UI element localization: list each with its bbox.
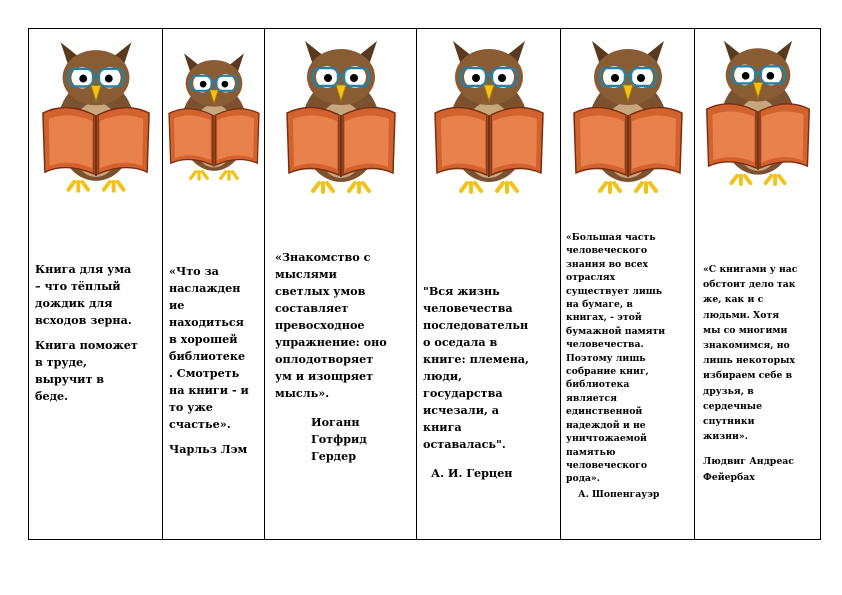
bookmark-text — [169, 263, 263, 458]
quote-paragraph: Книга для ума – что тёплый дождик для всходов зерна. — [35, 262, 132, 327]
quote-paragraph: «Знакомство с мыслями светлых умов составляет превосходное упражнение: оно оплодотворяет ум и изощряет мысль». — [275, 250, 387, 400]
bookmark-text — [703, 262, 819, 485]
quote-paragraph: «С книгами у нас обстоит дело так же, как и с людьми. Хотя мы со многими знакомимся, но лишь некоторых избираем себе в друзья, в сердечные спутники жизни». — [703, 264, 798, 443]
quote-author: Иоганн Готфрид Гердер — [311, 415, 367, 463]
bookmark-text — [35, 261, 159, 413]
bookmark-text — [566, 231, 694, 501]
quote-author: Людвиг Андреас Фейербах — [703, 456, 794, 483]
quote-author: А. И. Герцен — [431, 466, 513, 480]
bookmark-text — [275, 249, 415, 465]
owl-reading-book-icon — [271, 35, 411, 195]
bookmark-4 — [417, 29, 560, 539]
bookmark-3 — [265, 29, 416, 539]
quote-paragraph: Книга поможет в труде, выручит в беде. — [35, 338, 138, 403]
bookmark-text — [423, 283, 559, 482]
owl-reading-book-icon — [37, 35, 155, 195]
quote-paragraph: «Большая часть человеческого знания во всех отраслях существует лишь на бумаге, в книгах, - этой бумажной памяти человечества. Поэтому лишь собрание книг, библиотека является единственной надеждой и не уничтожаемой памятью человеческого рода». — [566, 232, 666, 485]
quote-paragraph: «Что за наслажден ие находиться в хорошей библиотеке . Смотреть на книги - и то уже счастье». — [169, 264, 249, 431]
owl-reading-book-icon — [424, 35, 554, 195]
bookmark-1 — [29, 29, 162, 539]
quote-author: Чарльз Лэм — [169, 442, 248, 456]
owl-reading-book-icon — [701, 35, 816, 187]
quote-author: А. Шопенгауэр — [578, 488, 660, 500]
bookmarks-sheet — [28, 28, 821, 540]
owl-reading-book-icon — [164, 35, 264, 195]
quote-paragraph: "Вся жизнь человечества последовательн о оседала в книге: племена, люди, государства исчезали, а книга оставалась". — [423, 284, 529, 451]
bookmark-2 — [163, 29, 264, 539]
bookmark-6 — [695, 29, 821, 539]
bookmark-5 — [561, 29, 694, 539]
owl-reading-book-icon — [567, 35, 689, 195]
